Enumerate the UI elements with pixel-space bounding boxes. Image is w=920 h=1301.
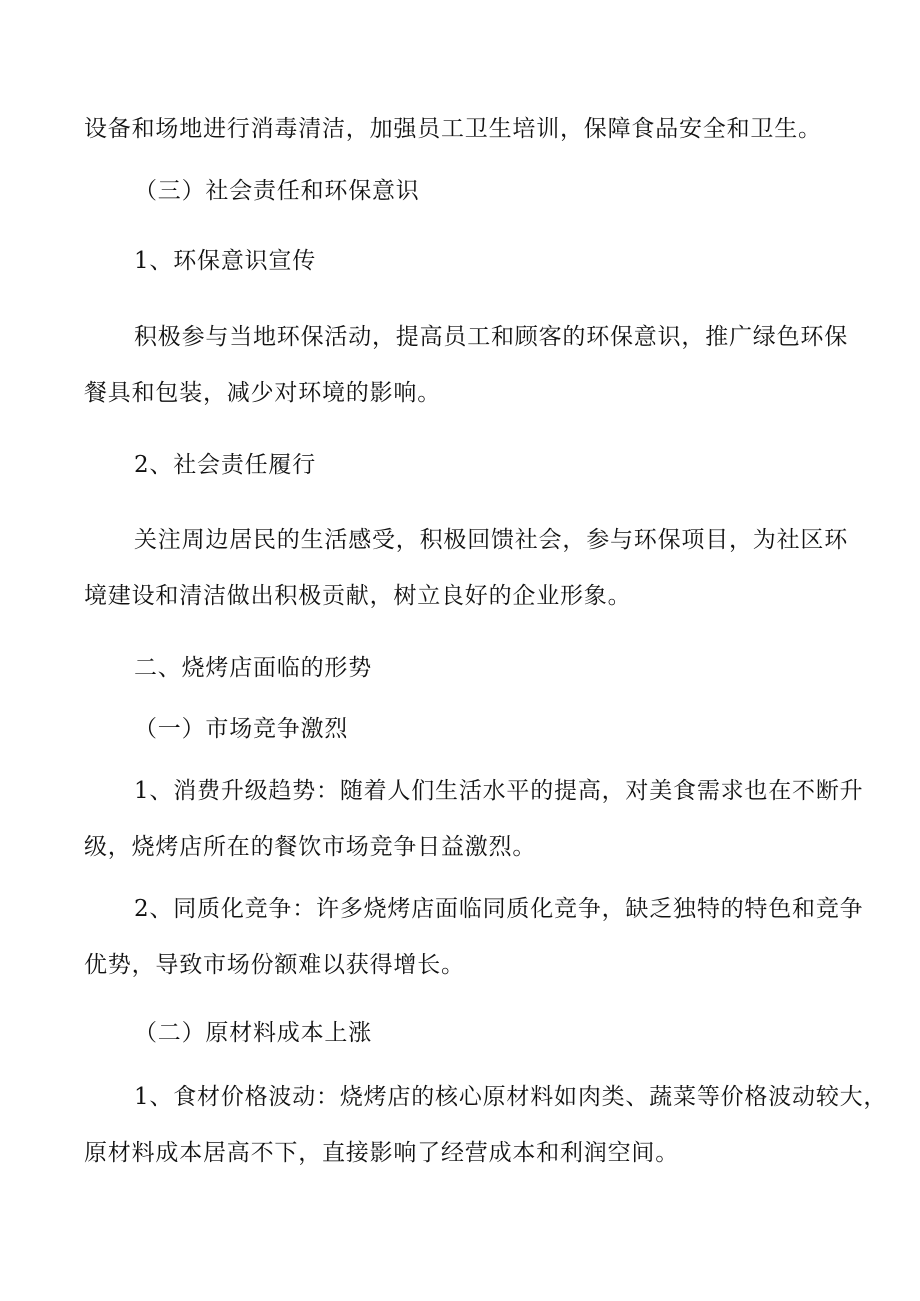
paragraph-line: 关注周边居民的生活感受，积极回馈社会，参与环保项目，为社区环 [134, 527, 848, 553]
section-heading: （二）原材料成本上涨 [134, 1020, 372, 1046]
subsection-heading: 1、环保意识宣传 [134, 248, 317, 274]
paragraph-line: 1、消费升级趋势：随着人们生活水平的提高，对美食需求也在不断升 [134, 778, 864, 804]
paragraph-line: 原材料成本居高不下，直接影响了经营成本和利润空间。 [84, 1140, 679, 1166]
paragraph-line: 级，烧烤店所在的餐饮市场竞争日益激烈。 [84, 834, 537, 860]
paragraph-line: 2、同质化竞争：许多烧烤店面临同质化竞争，缺乏独特的特色和竞争 [134, 896, 864, 922]
paragraph-line: 境建设和清洁做出积极贡献，树立良好的企业形象。 [84, 583, 632, 609]
paragraph-line: 1、食材价格波动：烧烤店的核心原材料如肉类、蔬菜等价格波动较大， [134, 1084, 888, 1110]
subsection-heading: 2、社会责任履行 [134, 452, 317, 478]
paragraph-line: 优势，导致市场份额难以获得增长。 [84, 952, 465, 978]
section-heading: （一）市场竞争激烈 [134, 716, 349, 742]
paragraph-line: 餐具和包装，减少对环境的影响。 [84, 380, 441, 406]
paragraph-line: 设备和场地进行消毒清洁，加强员工卫生培训，保障食品安全和卫生。 [84, 116, 822, 142]
section-heading: （三）社会责任和环保意识 [134, 178, 420, 204]
chapter-heading: 二、烧烤店面临的形势 [134, 655, 372, 681]
paragraph-line: 积极参与当地环保活动，提高员工和顾客的环保意识，推广绿色环保 [134, 324, 848, 350]
